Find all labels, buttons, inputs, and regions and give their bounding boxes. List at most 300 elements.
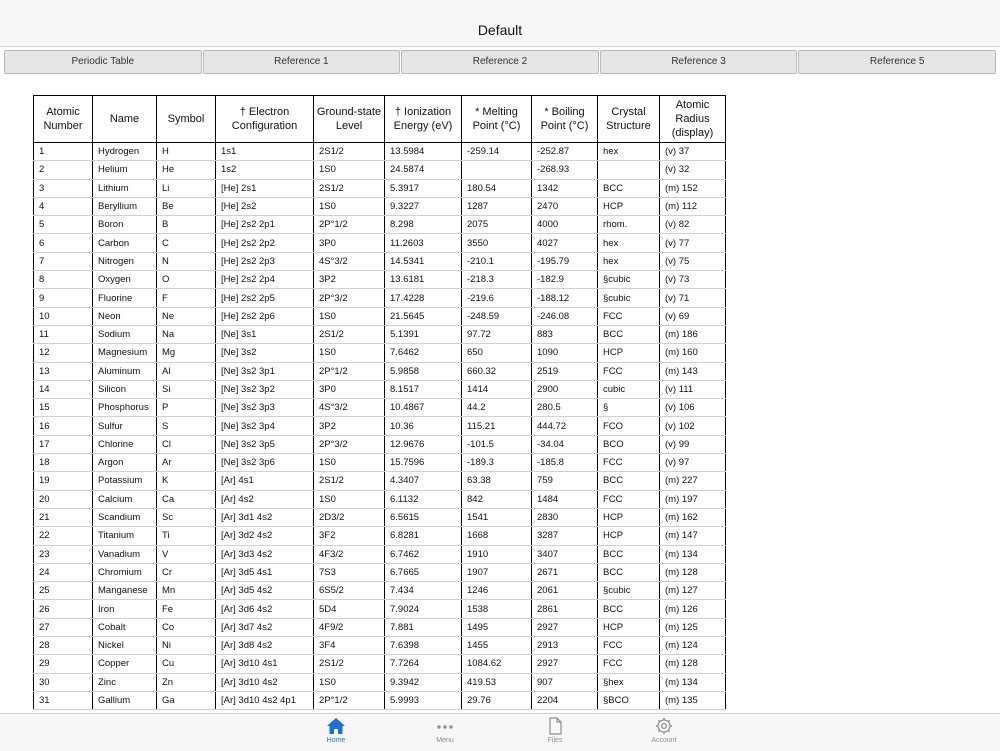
electron-configuration-cell: [Ar] 3d6 4s2: [216, 600, 314, 618]
atomic-number-cell: 14: [34, 380, 93, 398]
boiling-point-cell: 4000: [532, 216, 598, 234]
atomic-number-cell: 25: [34, 582, 93, 600]
ground-state-cell: 2S1/2: [314, 143, 385, 161]
name-cell: Chromium: [93, 563, 157, 581]
name-cell: Cobalt: [93, 618, 157, 636]
symbol-cell: Ti: [157, 527, 216, 545]
melting-point-cell: -259.14: [462, 143, 532, 161]
ground-state-cell: 2D3/2: [314, 508, 385, 526]
ground-state-cell: 4S°3/2: [314, 399, 385, 417]
ground-state-cell: 3F2: [314, 527, 385, 545]
ground-state-cell: 3P2: [314, 417, 385, 435]
table-body: [34, 143, 726, 710]
table-row[interactable]: [34, 417, 726, 435]
tab-files[interactable]: [525, 717, 585, 744]
ionization-energy-cell: 24.5874: [385, 161, 462, 179]
atomic-radius-cell: (v) 32: [660, 161, 726, 179]
tab-menu[interactable]: [415, 717, 475, 744]
ionization-energy-cell: 10.4867: [385, 399, 462, 417]
melting-point-cell: 63.38: [462, 472, 532, 490]
symbol-cell: Ne: [157, 307, 216, 325]
crystal-structure-cell: [598, 161, 660, 179]
name-cell: Aluminum: [93, 362, 157, 380]
crystal-structure-cell: hex: [598, 234, 660, 252]
atomic-number-cell: 6: [34, 234, 93, 252]
atomic-radius-cell: (m) 197: [660, 490, 726, 508]
melting-point-cell: 1414: [462, 380, 532, 398]
electron-configuration-cell: [Ne] 3s2 3p3: [216, 399, 314, 417]
atomic-radius-cell: (v) 99: [660, 435, 726, 453]
ionization-energy-cell: 13.6181: [385, 271, 462, 289]
segment-reference-2[interactable]: Reference 2: [401, 50, 599, 74]
gear-icon: [654, 717, 674, 735]
table-row[interactable]: [34, 655, 726, 673]
symbol-cell: Na: [157, 325, 216, 343]
crystal-structure-cell: §BCO: [598, 691, 660, 709]
table-header-row: [34, 96, 726, 143]
electron-configuration-cell: [He] 2s2: [216, 197, 314, 215]
symbol-cell: O: [157, 271, 216, 289]
ground-state-cell: 1S0: [314, 454, 385, 472]
table-row[interactable]: [34, 637, 726, 655]
crystal-structure-cell: BCC: [598, 325, 660, 343]
ionization-energy-cell: 7.7264: [385, 655, 462, 673]
ionization-energy-cell: 6.1132: [385, 490, 462, 508]
crystal-structure-cell: hex: [598, 143, 660, 161]
melting-point-cell: 1538: [462, 600, 532, 618]
ionization-energy-cell: 14.5341: [385, 252, 462, 270]
atomic-radius-cell: (v) 73: [660, 271, 726, 289]
electron-configuration-cell: [Ar] 3d10 4s1: [216, 655, 314, 673]
ground-state-cell: 1S0: [314, 307, 385, 325]
symbol-cell: B: [157, 216, 216, 234]
melting-point-cell: 1455: [462, 637, 532, 655]
ionization-energy-cell: 15.7596: [385, 454, 462, 472]
atomic-radius-cell: (m) 162: [660, 508, 726, 526]
page-title: Default: [477, 22, 523, 38]
melting-point-cell: 1246: [462, 582, 532, 600]
electron-configuration-cell: [Ar] 4s2: [216, 490, 314, 508]
melting-point-cell: 842: [462, 490, 532, 508]
melting-point-cell: 650: [462, 344, 532, 362]
electron-configuration-cell: [He] 2s2 2p6: [216, 307, 314, 325]
electron-configuration-cell: [Ne] 3s2 3p2: [216, 380, 314, 398]
electron-configuration-cell: [Ne] 3s2 3p1: [216, 362, 314, 380]
crystal-structure-cell: HCP: [598, 197, 660, 215]
symbol-cell: Cu: [157, 655, 216, 673]
ground-state-cell: 1S0: [314, 344, 385, 362]
atomic-radius-cell: (v) 71: [660, 289, 726, 307]
tab-files-label: Files: [547, 737, 563, 744]
name-cell: Scandium: [93, 508, 157, 526]
crystal-structure-cell: HCP: [598, 618, 660, 636]
table-row[interactable]: [34, 252, 726, 270]
table-row[interactable]: [34, 344, 726, 362]
boiling-point-cell: -246.08: [532, 307, 598, 325]
atomic-number-cell: 8: [34, 271, 93, 289]
atomic-number-cell: 3: [34, 179, 93, 197]
symbol-cell: Be: [157, 197, 216, 215]
navigation-bar: [0, 0, 1000, 47]
boiling-point-cell: 2204: [532, 691, 598, 709]
header-atomic-radius[interactable]: Atomic Radius (display): [660, 96, 726, 143]
crystal-structure-cell: FCC: [598, 637, 660, 655]
ground-state-cell: 2S1/2: [314, 325, 385, 343]
name-cell: Nitrogen: [93, 252, 157, 270]
crystal-structure-cell: rhom.: [598, 216, 660, 234]
table-row[interactable]: [34, 673, 726, 691]
table-row[interactable]: [34, 380, 726, 398]
symbol-cell: Cl: [157, 435, 216, 453]
name-cell: Oxygen: [93, 271, 157, 289]
crystal-structure-cell: BCC: [598, 472, 660, 490]
boiling-point-cell: 2061: [532, 582, 598, 600]
melting-point-cell: -218.3: [462, 271, 532, 289]
ground-state-cell: 1S0: [314, 161, 385, 179]
ionization-energy-cell: 12.9676: [385, 435, 462, 453]
boiling-point-cell: 280.5: [532, 399, 598, 417]
header-name[interactable]: Name: [93, 96, 157, 143]
name-cell: Magnesium: [93, 344, 157, 362]
symbol-cell: Ar: [157, 454, 216, 472]
electron-configuration-cell: [He] 2s1: [216, 179, 314, 197]
header-ground-state-level[interactable]: Ground-state Level: [314, 96, 385, 143]
table-row[interactable]: [34, 325, 726, 343]
atomic-number-cell: 7: [34, 252, 93, 270]
crystal-structure-cell: HCP: [598, 508, 660, 526]
atomic-radius-cell: (v) 75: [660, 252, 726, 270]
table-row[interactable]: [34, 197, 726, 215]
atomic-radius-cell: (v) 77: [660, 234, 726, 252]
boiling-point-cell: -252.87: [532, 143, 598, 161]
atomic-number-cell: 13: [34, 362, 93, 380]
name-cell: Carbon: [93, 234, 157, 252]
atomic-radius-cell: (m) 124: [660, 637, 726, 655]
table-row[interactable]: [34, 618, 726, 636]
ground-state-cell: 2P°1/2: [314, 216, 385, 234]
segment-reference-5[interactable]: Reference 5: [798, 50, 996, 74]
crystal-structure-cell: FCC: [598, 307, 660, 325]
ground-state-cell: 1S0: [314, 197, 385, 215]
melting-point-cell: 97.72: [462, 325, 532, 343]
segment-periodic-table[interactable]: Periodic Table: [4, 50, 202, 74]
table-row[interactable]: [34, 435, 726, 453]
ionization-energy-cell: 21.5645: [385, 307, 462, 325]
melting-point-cell: 1541: [462, 508, 532, 526]
electron-configuration-cell: [Ar] 3d5 4s1: [216, 563, 314, 581]
atomic-number-cell: 22: [34, 527, 93, 545]
boiling-point-cell: 2913: [532, 637, 598, 655]
boiling-point-cell: -185.8: [532, 454, 598, 472]
atomic-number-cell: 21: [34, 508, 93, 526]
ground-state-cell: 3P0: [314, 234, 385, 252]
boiling-point-cell: -268.93: [532, 161, 598, 179]
melting-point-cell: -189.3: [462, 454, 532, 472]
melting-point-cell: 1495: [462, 618, 532, 636]
table-row[interactable]: [34, 216, 726, 234]
table-row[interactable]: [34, 289, 726, 307]
name-cell: Manganese: [93, 582, 157, 600]
atomic-radius-cell: (m) 127: [660, 582, 726, 600]
electron-configuration-cell: [He] 2s2 2p5: [216, 289, 314, 307]
melting-point-cell: 3550: [462, 234, 532, 252]
table-row[interactable]: [34, 271, 726, 289]
tab-menu-label: Menu: [436, 737, 454, 744]
electron-configuration-cell: [He] 2s2 2p4: [216, 271, 314, 289]
table-row[interactable]: [34, 399, 726, 417]
symbol-cell: Sc: [157, 508, 216, 526]
table-row[interactable]: [34, 545, 726, 563]
segmented-control: [4, 50, 996, 74]
ground-state-cell: 2S1/2: [314, 472, 385, 490]
electron-configuration-cell: [Ar] 3d10 4s2: [216, 673, 314, 691]
melting-point-cell: 1287: [462, 197, 532, 215]
segment-reference-1[interactable]: Reference 1: [203, 50, 401, 74]
crystal-structure-cell: BCC: [598, 600, 660, 618]
table-row[interactable]: [34, 563, 726, 581]
electron-configuration-cell: [Ar] 3d7 4s2: [216, 618, 314, 636]
ground-state-cell: 5D4: [314, 600, 385, 618]
symbol-cell: Ga: [157, 691, 216, 709]
symbol-cell: Mg: [157, 344, 216, 362]
ionization-energy-cell: 10.36: [385, 417, 462, 435]
melting-point-cell: 29.76: [462, 691, 532, 709]
name-cell: Argon: [93, 454, 157, 472]
ground-state-cell: 6S5/2: [314, 582, 385, 600]
boiling-point-cell: 883: [532, 325, 598, 343]
header-boiling-point[interactable]: * Boiling Point (°C): [532, 96, 598, 143]
boiling-point-cell: -188.12: [532, 289, 598, 307]
symbol-cell: Cr: [157, 563, 216, 581]
ionization-energy-cell: 11.2603: [385, 234, 462, 252]
ground-state-cell: 2P°1/2: [314, 362, 385, 380]
name-cell: Nickel: [93, 637, 157, 655]
boiling-point-cell: 2927: [532, 655, 598, 673]
crystal-structure-cell: FCC: [598, 362, 660, 380]
ionization-energy-cell: 6.5615: [385, 508, 462, 526]
header-atomic-number[interactable]: Atomic Number: [34, 96, 93, 143]
atomic-number-cell: 18: [34, 454, 93, 472]
table-row[interactable]: [34, 161, 726, 179]
table-row[interactable]: [34, 234, 726, 252]
electron-configuration-cell: [Ne] 3s2 3p6: [216, 454, 314, 472]
boiling-point-cell: -34.04: [532, 435, 598, 453]
electron-configuration-cell: [Ne] 3s2 3p4: [216, 417, 314, 435]
boiling-point-cell: 2830: [532, 508, 598, 526]
electron-configuration-cell: [Ar] 3d2 4s2: [216, 527, 314, 545]
tab-home[interactable]: [306, 717, 366, 744]
ground-state-cell: 2S1/2: [314, 655, 385, 673]
table-row[interactable]: [34, 527, 726, 545]
crystal-structure-cell: FCC: [598, 655, 660, 673]
table-row[interactable]: [34, 179, 726, 197]
name-cell: Gallium: [93, 691, 157, 709]
electron-configuration-cell: [Ne] 3s1: [216, 325, 314, 343]
atomic-number-cell: 10: [34, 307, 93, 325]
symbol-cell: He: [157, 161, 216, 179]
melting-point-cell: 419.53: [462, 673, 532, 691]
atomic-radius-cell: (v) 97: [660, 454, 726, 472]
boiling-point-cell: 1484: [532, 490, 598, 508]
electron-configuration-cell: 1s2: [216, 161, 314, 179]
ionization-energy-cell: 5.9993: [385, 691, 462, 709]
ground-state-cell: 4F9/2: [314, 618, 385, 636]
name-cell: Beryllium: [93, 197, 157, 215]
name-cell: Iron: [93, 600, 157, 618]
ground-state-cell: 7S3: [314, 563, 385, 581]
ionization-energy-cell: 6.7665: [385, 563, 462, 581]
tab-bar: [0, 713, 1000, 751]
crystal-structure-cell: FCC: [598, 490, 660, 508]
ground-state-cell: 3P0: [314, 380, 385, 398]
boiling-point-cell: 1090: [532, 344, 598, 362]
ground-state-cell: 2P°3/2: [314, 435, 385, 453]
electron-configuration-cell: 1s1: [216, 143, 314, 161]
document-icon: [545, 717, 565, 735]
symbol-cell: Li: [157, 179, 216, 197]
electron-configuration-cell: [Ne] 3s2: [216, 344, 314, 362]
atomic-radius-cell: (m) 143: [660, 362, 726, 380]
table-row[interactable]: [34, 472, 726, 490]
crystal-structure-cell: hex: [598, 252, 660, 270]
symbol-cell: F: [157, 289, 216, 307]
atomic-radius-cell: (m) 112: [660, 197, 726, 215]
boiling-point-cell: 4027: [532, 234, 598, 252]
atomic-number-cell: 2: [34, 161, 93, 179]
more-icon: [435, 717, 455, 735]
atomic-radius-cell: (v) 82: [660, 216, 726, 234]
symbol-cell: V: [157, 545, 216, 563]
table-row[interactable]: [34, 362, 726, 380]
symbol-cell: Zn: [157, 673, 216, 691]
header-melting-point[interactable]: * Melting Point (°C): [462, 96, 532, 143]
boiling-point-cell: -182.9: [532, 271, 598, 289]
name-cell: Boron: [93, 216, 157, 234]
ionization-energy-cell: 7.434: [385, 582, 462, 600]
atomic-radius-cell: (m) 134: [660, 673, 726, 691]
atomic-radius-cell: (m) 134: [660, 545, 726, 563]
electron-configuration-cell: [He] 2s2 2p2: [216, 234, 314, 252]
melting-point-cell: 1910: [462, 545, 532, 563]
boiling-point-cell: 444.72: [532, 417, 598, 435]
melting-point-cell: -101.5: [462, 435, 532, 453]
boiling-point-cell: 2671: [532, 563, 598, 581]
ionization-energy-cell: 7.9024: [385, 600, 462, 618]
atomic-number-cell: 28: [34, 637, 93, 655]
atomic-radius-cell: (m) 186: [660, 325, 726, 343]
crystal-structure-cell: FCO: [598, 417, 660, 435]
header-electron-configuration[interactable]: † Electron Configuration: [216, 96, 314, 143]
melting-point-cell: 1668: [462, 527, 532, 545]
header-ionization-energy[interactable]: † Ionization Energy (eV): [385, 96, 462, 143]
ground-state-cell: 1S0: [314, 490, 385, 508]
boiling-point-cell: 2519: [532, 362, 598, 380]
crystal-structure-cell: BCO: [598, 435, 660, 453]
symbol-cell: Mn: [157, 582, 216, 600]
electron-configuration-cell: [He] 2s2 2p3: [216, 252, 314, 270]
ground-state-cell: 3P2: [314, 271, 385, 289]
ionization-energy-cell: 17.4228: [385, 289, 462, 307]
boiling-point-cell: 2470: [532, 197, 598, 215]
melting-point-cell: -210.1: [462, 252, 532, 270]
ground-state-cell: 2S1/2: [314, 179, 385, 197]
ground-state-cell: 1S0: [314, 673, 385, 691]
ionization-energy-cell: 13.5984: [385, 143, 462, 161]
atomic-number-cell: 16: [34, 417, 93, 435]
table-row[interactable]: [34, 582, 726, 600]
table-row[interactable]: [34, 143, 726, 161]
atomic-radius-cell: (m) 135: [660, 691, 726, 709]
atomic-radius-cell: (v) 37: [660, 143, 726, 161]
atomic-number-cell: 31: [34, 691, 93, 709]
name-cell: Sulfur: [93, 417, 157, 435]
symbol-cell: Fe: [157, 600, 216, 618]
symbol-cell: S: [157, 417, 216, 435]
ionization-energy-cell: 8.298: [385, 216, 462, 234]
table-row[interactable]: [34, 691, 726, 709]
table-row[interactable]: [34, 600, 726, 618]
boiling-point-cell: 1342: [532, 179, 598, 197]
crystal-structure-cell: §: [598, 399, 660, 417]
ionization-energy-cell: 9.3227: [385, 197, 462, 215]
crystal-structure-cell: §cubic: [598, 271, 660, 289]
boiling-point-cell: -195.79: [532, 252, 598, 270]
boiling-point-cell: 2900: [532, 380, 598, 398]
atomic-number-cell: 17: [34, 435, 93, 453]
name-cell: Potassium: [93, 472, 157, 490]
atomic-number-cell: 20: [34, 490, 93, 508]
tab-account[interactable]: [634, 717, 694, 744]
crystal-structure-cell: §hex: [598, 673, 660, 691]
table-row[interactable]: [34, 307, 726, 325]
crystal-structure-cell: BCC: [598, 563, 660, 581]
table-row[interactable]: [34, 454, 726, 472]
name-cell: Vanadium: [93, 545, 157, 563]
crystal-structure-cell: cubic: [598, 380, 660, 398]
table-row[interactable]: [34, 508, 726, 526]
name-cell: Chlorine: [93, 435, 157, 453]
crystal-structure-cell: FCC: [598, 454, 660, 472]
ionization-energy-cell: 4.3407: [385, 472, 462, 490]
name-cell: Calcium: [93, 490, 157, 508]
atomic-radius-cell: (m) 125: [660, 618, 726, 636]
name-cell: Phosphorus: [93, 399, 157, 417]
element-table-container[interactable]: [33, 95, 726, 712]
boiling-point-cell: 2861: [532, 600, 598, 618]
atomic-radius-cell: (v) 106: [660, 399, 726, 417]
symbol-cell: N: [157, 252, 216, 270]
electron-configuration-cell: [Ne] 3s2 3p5: [216, 435, 314, 453]
ionization-energy-cell: 6.7462: [385, 545, 462, 563]
header-crystal-structure[interactable]: Crystal Structure: [598, 96, 660, 143]
tab-account-label: Account: [651, 737, 677, 744]
symbol-cell: H: [157, 143, 216, 161]
atomic-number-cell: 12: [34, 344, 93, 362]
table-row[interactable]: [34, 490, 726, 508]
segment-reference-3[interactable]: Reference 3: [600, 50, 798, 74]
ionization-energy-cell: 9.3942: [385, 673, 462, 691]
atomic-number-cell: 29: [34, 655, 93, 673]
atomic-number-cell: 27: [34, 618, 93, 636]
electron-configuration-cell: [Ar] 3d1 4s2: [216, 508, 314, 526]
symbol-cell: Ni: [157, 637, 216, 655]
header-symbol[interactable]: Symbol: [157, 96, 216, 143]
atomic-radius-cell: (v) 102: [660, 417, 726, 435]
ionization-energy-cell: 5.9858: [385, 362, 462, 380]
atomic-number-cell: 23: [34, 545, 93, 563]
symbol-cell: K: [157, 472, 216, 490]
name-cell: Sodium: [93, 325, 157, 343]
